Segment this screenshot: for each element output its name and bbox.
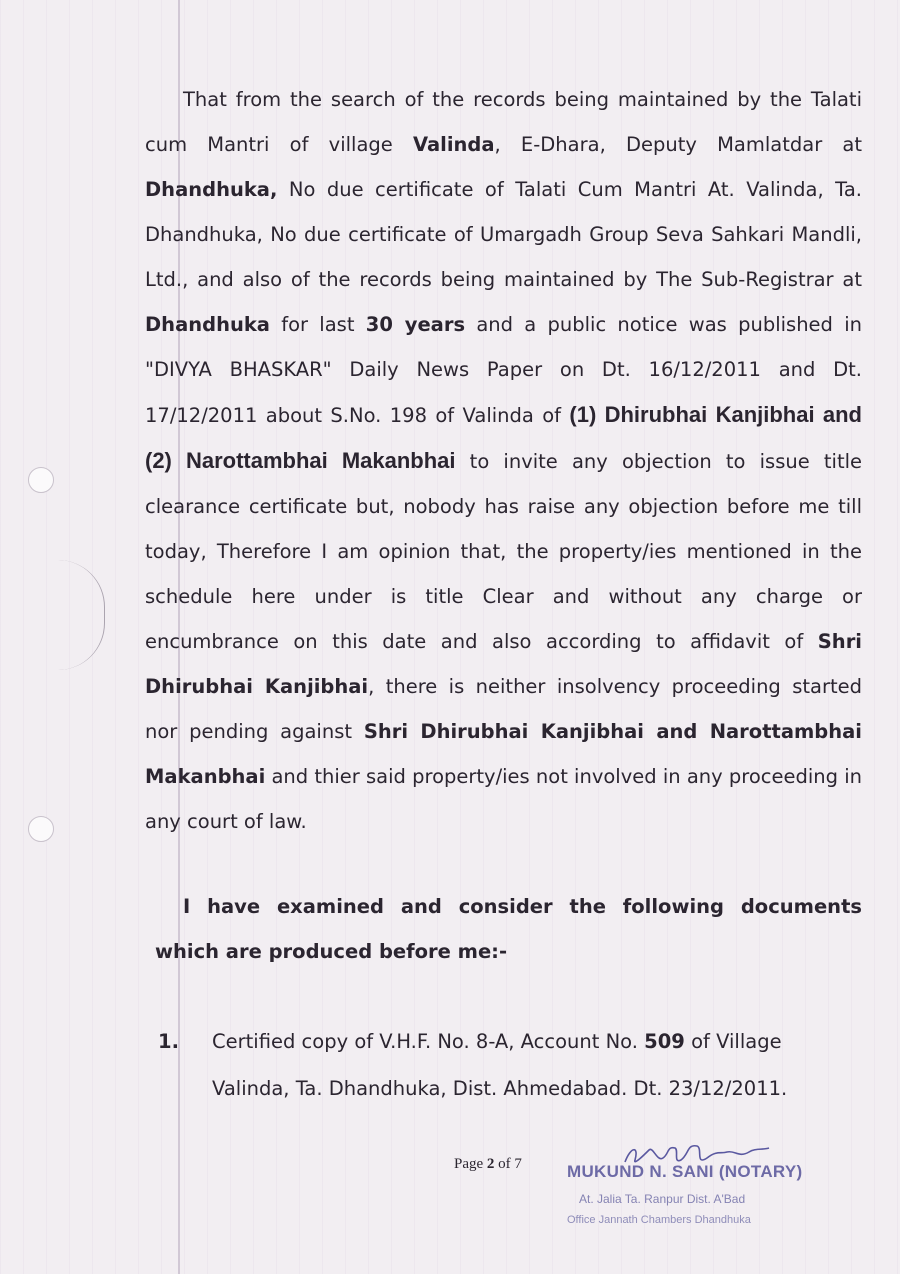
item-number: 1.: [158, 1030, 179, 1053]
para-text: and a public notice was published in "DIVYA BHASKAR" Daily News Paper on Dt. 16/12/2011 and Dt. 17/12/2011 about S.No. 198 of Valinda of: [145, 313, 862, 427]
documents-heading: I have examined and consider the following documents which are produced before me:-: [155, 895, 862, 963]
para-text: to invite any objection to issue title clearance certificate but, nobody has raise any objection before me till today, Therefore I am opinion that, the property/ies mentioned in the schedule here under is title Clear and without any charge or encumbrance on this date and also according to affidavit of: [145, 450, 863, 653]
notary-stamp: [567, 1140, 827, 1240]
notary-address: At. Jalia Ta. Ranpur Dist. A'Bad: [579, 1192, 746, 1206]
owner-names-bold: Shri Dhirubhai Kanjibhai and Narottambhai Makanbhai: [145, 720, 862, 788]
owner-names: (1) Dhirubhai Kanjibhai and (2) Narottambhai Makanbhai: [145, 402, 862, 473]
village-name: Valinda: [412, 133, 495, 156]
affiant-name: Shri Dhirubhai Kanjibhai: [145, 630, 862, 698]
item-text: Certified copy of V.H.F. No. 8-A, Account No. 509 of Village Valinda, Ta. Dhandhuka, Dist. Ahmedabad. Dt. 23/12/2011.: [212, 1030, 788, 1100]
page-number: Page 2 of 7: [454, 1156, 522, 1172]
title-paragraph: [145, 77, 862, 844]
account-number: 509: [644, 1030, 685, 1053]
taluka-name: Dhandhuka: [145, 313, 270, 336]
taluka-name: Dhandhuka,: [145, 178, 278, 201]
punch-hole-top: [28, 467, 54, 493]
para-text: That from the search of the records being maintained by the Talati cum Mantri of village: [145, 88, 862, 156]
scan-edge-mark: [58, 560, 105, 670]
para-text: , E-Dhara, Deputy Mamlatdar at: [494, 133, 862, 156]
para-text: and thier said property/ies not involved in any proceeding in any court of law.: [145, 765, 862, 833]
notary-office: Office Jannath Chambers Dhandhuka: [567, 1214, 751, 1226]
punch-hole-bottom: [28, 816, 54, 842]
para-text: , there is neither insolvency proceeding started nor pending against: [145, 675, 862, 743]
notary-name: MUKUND N. SANI (NOTARY): [567, 1162, 803, 1181]
search-period: 30 years: [365, 313, 466, 336]
para-text: No due certificate of Talati Cum Mantri At. Valinda, Ta. Dhandhuka, No due certificate of Umargadh Group Seva Sahkari Mandli, Ltd., and also of the records being maintained by The Sub-Registrar at: [145, 178, 862, 291]
para-text: for last: [269, 313, 366, 336]
